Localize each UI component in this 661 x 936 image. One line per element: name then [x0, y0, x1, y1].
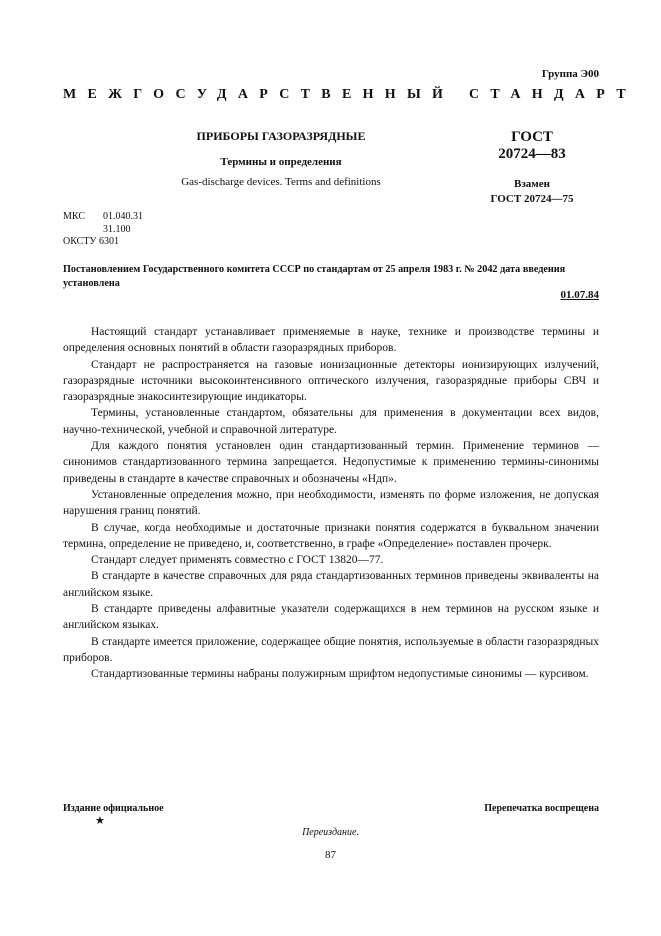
replace-number: ГОСТ 20724—75 — [490, 193, 574, 205]
paragraph: Стандарт не распространяется на газовые ионизационные детекторы ионизирующих излучений, газоразрядные источники высокоинтенсивного оптического излучения, газоразрядные приборы СВЧ и газоразрядные знакосинтезирующие индикаторы. — [63, 358, 599, 404]
paragraph: В стандарте приведены алфавитные указатели содержащихся в нем терминов на русском языке и английском языках. — [63, 603, 599, 632]
reprint-prohibited-label: Перепечатка воспрещена — [484, 803, 599, 814]
gost-designation — [470, 129, 594, 163]
paragraph: Стандартизованные термины набраны полужирным шрифтом недопустимые синонимы — курсивом. — [91, 668, 589, 681]
mks-code-1: 01.040.31 — [103, 211, 143, 222]
replace-label: Взамен — [514, 178, 550, 190]
paragraph: В стандарте в качестве справочных для ряда стандартизованных терминов приведены эквиваленты на английском языке. — [63, 570, 599, 599]
decree-text: Постановлением Государственного комитета СССР по стандартам от 25 апреля 1983 г. № 2042 дата введения установлена — [63, 264, 566, 289]
paragraph: В случае, когда необходимые и достаточные признаки понятия содержатся в буквальном значении термина, определение не приведено, и, соответственно, в графе «Определение» поставлен прочерк. — [63, 521, 599, 550]
paragraph: Стандарт следует применять совместно с ГОСТ 13820—77. — [91, 554, 384, 567]
standard-header: МЕЖГОСУДАРСТВЕННЫЙ СТАНДАРТ — [63, 87, 637, 102]
document-subtitle: Термины и определения — [220, 156, 342, 168]
paragraph: Установленные определения можно, при необходимости, изменять по форме изложения, не допуская нарушения границ понятий. — [63, 488, 599, 518]
official-edition-label: Издание официальное — [63, 803, 164, 814]
gost-number: 20724—83 — [498, 146, 566, 162]
group-label: Группа Э00 — [541, 68, 599, 80]
document-title: ПРИБОРЫ ГАЗОРАЗРЯДНЫЕ — [196, 129, 366, 143]
mks-code-2: 31.100 — [103, 223, 131, 235]
okstu-code: ОКСТУ 6301 — [63, 236, 120, 247]
introduction-date: 01.07.84 — [560, 289, 599, 301]
paragraph: Для каждого понятия установлен один стандартизованный термин. Применение терминов — синонимов стандартизованного термина запрещается. Недопустимые к применению термины-синонимы приведены в стандарте в качестве справочных и обозначены «Ндп». — [63, 440, 599, 485]
classification-codes — [63, 211, 143, 249]
mks-label: МКС — [63, 211, 85, 222]
star-icon: ★ — [95, 815, 105, 827]
paragraph: Термины, установленные стандартом, обязательны для применения в документации всех видов, научно-технической, учебной и справочной литературе. — [63, 407, 599, 436]
paragraph: Настоящий стандарт устанавливает применяемые в науке, технике и производстве термины и определения основных понятий в области газоразрядных приборов. — [63, 326, 599, 355]
replaces-block — [470, 177, 594, 207]
page-number: 87 — [325, 849, 336, 861]
body-text — [63, 324, 599, 683]
gost-label: ГОСТ — [511, 129, 553, 145]
reissue-label: Переиздание. — [302, 827, 359, 838]
paragraph: В стандарте имеется приложение, содержащее общие понятия, используемые в области газоразрядных приборов. — [63, 635, 599, 664]
document-english-title: Gas-discharge devices. Terms and definitions — [181, 176, 381, 188]
